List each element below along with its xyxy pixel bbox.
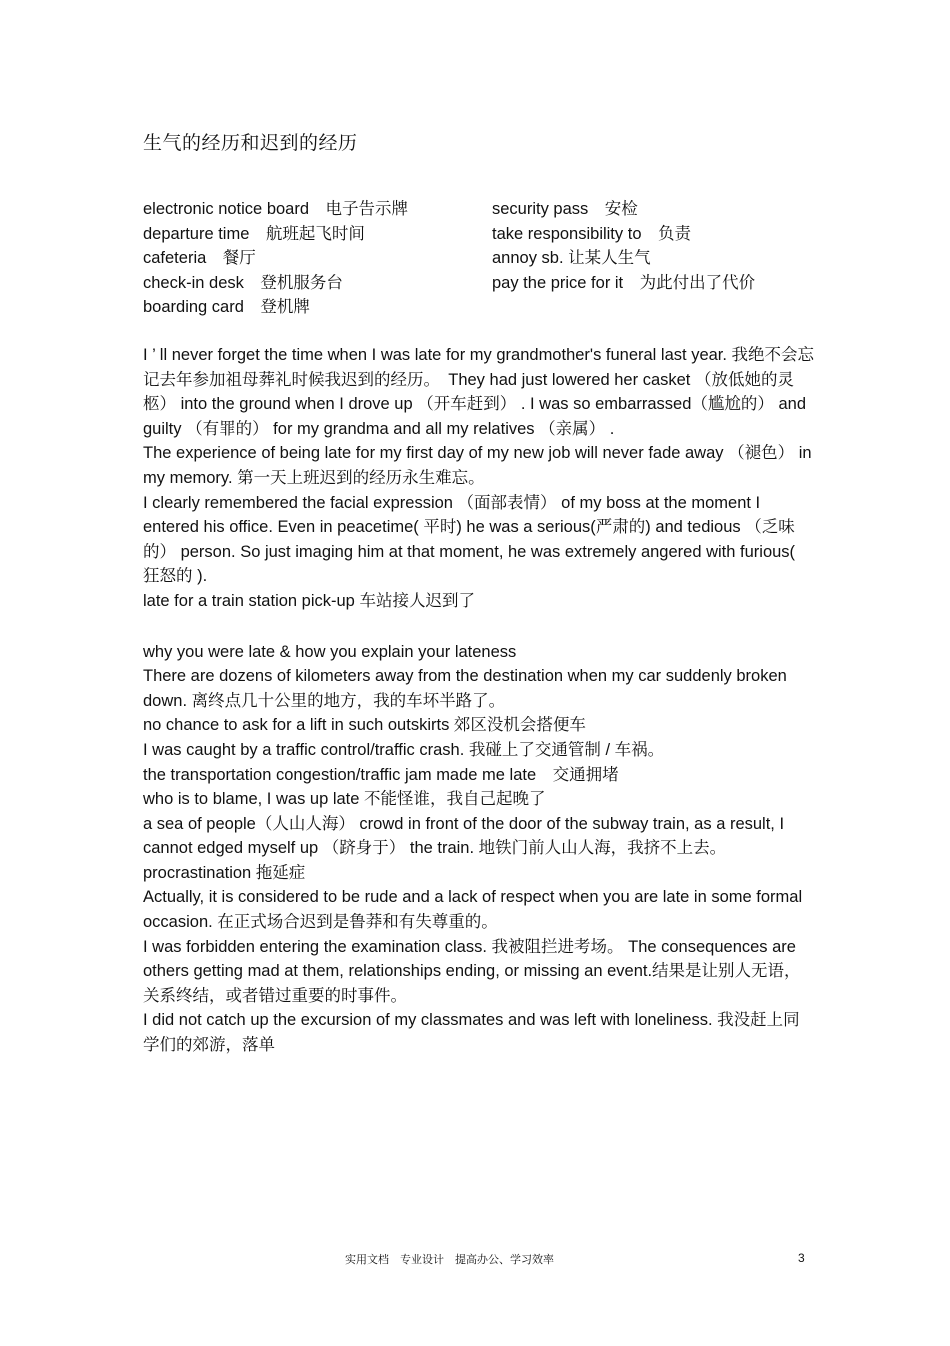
page-title: 生气的经历和迟到的经历 <box>143 133 358 154</box>
vocab-item: take responsibility to 负责 <box>492 224 691 243</box>
paragraph: the transportation congestion/traffic jam made me late 交通拥堵 <box>143 765 619 784</box>
vocab-item: cafeteria 餐厅 <box>143 249 256 268</box>
vocab-item: check-in desk 登机服务台 <box>143 273 343 292</box>
paragraph: procrastination 拖延症 <box>143 863 306 882</box>
paragraph: The experience of being late for my first day of my new job will never fade away （褪色） in my memory. 第一天上班迟到的经历永生难忘。 <box>143 444 812 487</box>
vocab-item: pay the price for it 为此付出了代价 <box>492 273 756 292</box>
paragraph: a sea of people（人山人海） crowd in front of the door of the subway train, as a result, I cannot edged myself up （跻身于） the train. 地铁门前人山人海，我挤不上去。 <box>143 814 785 858</box>
vocab-item: departure time 航班起飞时间 <box>143 224 365 243</box>
paragraph-gap <box>143 614 815 640</box>
vocab-row <box>143 293 823 318</box>
paragraph: no chance to ask for a lift in such outskirts 郊区没机会搭便车 <box>143 716 586 735</box>
body-text <box>143 343 815 1058</box>
paragraph: I clearly remembered the facial expression （面部表情） of my boss at the moment I entered his office. Even in peacetime( 平时) he was a serious(严肃的) and tedious （乏味的） person. So just imaging him at that moment, he was extremely angered with furious( 狂怒的 ). <box>143 493 796 586</box>
paragraph: why you were late & how you explain your lateness <box>143 642 517 661</box>
vocab-row <box>143 244 823 269</box>
paragraph: There are dozens of kilometers away from the destination when my car suddenly broken down. 离终点几十公里的地方，我的车坏半路了。 <box>143 667 787 710</box>
vocab-item: annoy sb. 让某人生气 <box>492 249 651 268</box>
vocab-item: security pass 安检 <box>492 200 638 218</box>
page-number: 3 <box>798 1251 805 1265</box>
footer-text: 实用文档 专业设计 提高办公、学习效率 <box>345 1254 554 1266</box>
vocab-row <box>143 269 823 294</box>
paragraph: I was caught by a traffic control/traffic crash. 我碰上了交通管制 / 车祸。 <box>143 740 665 759</box>
paragraph: I did not catch up the excursion of my classmates and was left with loneliness. 我没赶上同学们的郊游，落单 <box>143 1011 800 1055</box>
paragraph: Actually, it is considered to be rude and a lack of respect when you are late in some formal occasion. 在正式场合迟到是鲁莽和有失尊重的。 <box>143 888 803 932</box>
vocab-item: boarding card 登机牌 <box>143 298 310 317</box>
vocabulary-list <box>143 195 823 318</box>
vocab-item: electronic notice board 电子告示牌 <box>143 200 409 218</box>
paragraph: late for a train station pick-up 车站接人迟到了 <box>143 591 475 610</box>
paragraph: I was forbidden entering the examination class. 我被阻拦进考场。 The consequences are others getting mad at them, relationships ending, or missing an event.结果是让别人无语，关系终结，或者错过重要的时事件。 <box>143 937 801 1005</box>
vocab-row <box>143 195 823 220</box>
paragraph: I ’ ll never forget the time when I was late for my grandmother's funeral last year. 我绝不会忘记去年参加祖母葬礼时候我迟到的经历。 They had just lowered her casket （放低她的灵柩） into the ground when I drove up （开车赶到） . I was so embarrassed（尴尬的） and guilty （有罪的） for my grandma and all my relatives （亲属） . <box>143 346 815 438</box>
paragraph: who is to blame, I was up late 不能怪谁，我自己起晚了 <box>143 790 546 809</box>
vocab-row <box>143 220 823 245</box>
